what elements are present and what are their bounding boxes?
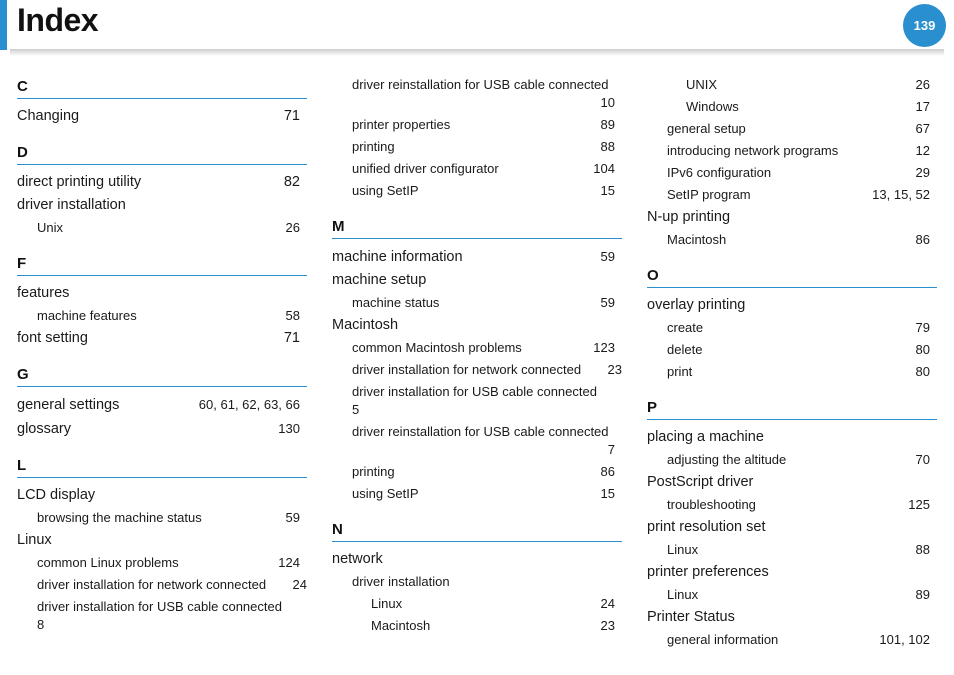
page-ref[interactable]: 12	[915, 143, 930, 158]
section-m	[332, 214, 622, 505]
index-subentry[interactable]	[647, 140, 937, 162]
entry-label: network	[332, 551, 383, 567]
index-column-2	[332, 74, 622, 637]
page-ref[interactable]: 58	[285, 308, 300, 323]
header-divider	[10, 49, 944, 56]
entry-label: driver reinstallation for USB cable connected	[352, 424, 609, 439]
page-ref[interactable]: 29	[915, 165, 930, 180]
entry-label: Linux	[667, 542, 699, 557]
page-ref[interactable]: 70	[915, 452, 930, 467]
page-ref[interactable]: 80	[915, 364, 930, 379]
index-subentry[interactable]	[647, 339, 937, 361]
entry-label: N-up printing	[647, 209, 731, 225]
index-subentry[interactable]	[647, 118, 937, 140]
index-subsubentry[interactable]	[332, 593, 622, 615]
entry-label: create	[667, 320, 704, 335]
accent-bar	[0, 0, 7, 50]
page-ref[interactable]: 24	[600, 596, 615, 611]
index-subsubentry[interactable]	[647, 74, 937, 96]
index-subentry[interactable]	[17, 552, 307, 574]
page-ref[interactable]: 67	[915, 121, 930, 136]
index-entry[interactable]	[17, 105, 307, 128]
index-subentry[interactable]	[647, 162, 937, 184]
index-entry	[647, 516, 937, 539]
index-entry	[647, 471, 937, 494]
index-subentry[interactable]	[17, 305, 307, 327]
entry-label: machine setup	[332, 272, 427, 288]
entry-label: Unix	[37, 220, 64, 235]
index-subentry[interactable]	[332, 359, 622, 381]
index-subentry[interactable]	[332, 180, 622, 202]
page-ref[interactable]: 71	[283, 330, 300, 346]
index-subentry[interactable]	[332, 381, 622, 421]
page-ref[interactable]: 130	[278, 421, 300, 436]
entry-label: font setting	[17, 330, 88, 346]
section-letter: L	[17, 453, 307, 478]
section-letter: C	[17, 74, 307, 99]
index-subentry[interactable]	[332, 421, 622, 461]
entry-label: general setup	[667, 121, 746, 136]
index-subentry[interactable]	[647, 317, 937, 339]
page-ref[interactable]: 26	[285, 220, 300, 235]
page-ref[interactable]: 13, 15, 52	[872, 187, 930, 202]
entry-label: overlay printing	[647, 297, 746, 313]
index-entry	[17, 194, 307, 217]
index-subentry[interactable]	[647, 494, 937, 516]
entry-label: driver installation for network connected	[37, 577, 267, 592]
page-ref[interactable]: 123	[593, 340, 615, 355]
section-continued	[332, 74, 622, 202]
entry-label: machine status	[352, 295, 440, 310]
index-subentry[interactable]	[332, 292, 622, 314]
index-subentry[interactable]	[647, 184, 937, 206]
page-ref[interactable]: 71	[283, 108, 300, 124]
entry-label: features	[17, 285, 70, 301]
page-ref[interactable]: 124	[278, 555, 300, 570]
index-entry	[332, 314, 622, 337]
page-ref[interactable]: 59	[600, 249, 615, 264]
index-subentry[interactable]	[647, 361, 937, 383]
entry-label: adjusting the altitude	[667, 452, 787, 467]
page-ref[interactable]: 89	[600, 117, 615, 132]
index-entry	[17, 529, 307, 552]
section-l	[17, 453, 307, 636]
entry-label: SetIP program	[667, 187, 751, 202]
entry-label: Linux	[667, 587, 699, 602]
index-entry	[647, 206, 937, 229]
entry-label: browsing the machine status	[37, 510, 202, 525]
section-d	[17, 140, 307, 239]
page-ref[interactable]: 86	[600, 464, 615, 479]
entry-label: general settings	[17, 397, 120, 413]
page-ref[interactable]: 24	[292, 577, 307, 592]
page-ref[interactable]: 104	[593, 161, 615, 176]
entry-label: using SetIP	[352, 486, 419, 501]
section-letter: G	[17, 362, 307, 387]
entry-label: Macintosh	[371, 618, 431, 633]
index-entry	[17, 282, 307, 305]
index-entry	[332, 269, 622, 292]
page-ref[interactable]: 88	[600, 139, 615, 154]
index-entry	[332, 548, 622, 571]
entry-label: common Linux problems	[37, 555, 179, 570]
page-number-badge: 139	[903, 4, 946, 47]
index-subentry[interactable]	[647, 629, 937, 651]
entry-label: print	[667, 364, 693, 379]
section-o	[647, 263, 937, 383]
entry-label: PostScript driver	[647, 474, 754, 490]
section-letter: D	[17, 140, 307, 165]
index-subentry[interactable]	[647, 539, 937, 561]
page-ref[interactable]: 80	[915, 342, 930, 357]
index-column-3	[647, 74, 937, 651]
index-entry[interactable]	[17, 327, 307, 350]
page-ref[interactable]: 23	[600, 618, 615, 633]
index-entry	[647, 561, 937, 584]
entry-label: placing a machine	[647, 429, 764, 445]
page-title: Index	[17, 2, 99, 38]
entry-label: unified driver configurator	[352, 161, 499, 176]
page-ref[interactable]: 101, 102	[879, 632, 930, 647]
entry-label: general information	[667, 632, 779, 647]
page-ref[interactable]: 7	[607, 442, 615, 457]
index-subentry[interactable]	[17, 574, 307, 596]
entry-label: glossary	[17, 421, 71, 437]
entry-label: using SetIP	[352, 183, 419, 198]
entry-label: LCD display	[17, 487, 96, 503]
page-ref[interactable]: 5	[352, 402, 360, 417]
index-subentry	[332, 571, 622, 593]
index-subentry[interactable]	[647, 449, 937, 471]
entry-label: printer properties	[352, 117, 451, 132]
index-subentry[interactable]	[332, 483, 622, 505]
index-entry[interactable]	[17, 171, 307, 194]
entry-label: driver installation	[17, 197, 126, 213]
index-entry[interactable]	[17, 393, 307, 417]
index-subentry[interactable]	[332, 461, 622, 483]
section-c	[17, 74, 307, 128]
index-subentry[interactable]	[647, 584, 937, 606]
section-letter: O	[647, 263, 937, 288]
section-letter: F	[17, 251, 307, 276]
entry-label: introducing network programs	[667, 143, 839, 158]
index-subentry[interactable]	[332, 136, 622, 158]
section-letter: P	[647, 395, 937, 420]
page-ref[interactable]: 23	[607, 362, 622, 377]
section-letter: M	[332, 214, 622, 239]
index-subentry[interactable]	[17, 217, 307, 239]
entry-label: driver installation	[352, 574, 450, 589]
section-continued	[647, 74, 937, 251]
index-subentry[interactable]	[332, 337, 622, 359]
index-entry[interactable]	[332, 245, 622, 269]
section-f	[17, 251, 307, 350]
entry-label: Windows	[686, 99, 739, 114]
page-ref[interactable]: 89	[915, 587, 930, 602]
entry-label: driver reinstallation for USB cable connected	[352, 77, 609, 92]
index-subsubentry[interactable]	[647, 96, 937, 118]
entry-label: Printer Status	[647, 609, 735, 625]
page-ref[interactable]: 79	[915, 320, 930, 335]
index-entry	[647, 426, 937, 449]
section-g	[17, 362, 307, 441]
index-subentry[interactable]	[17, 596, 307, 636]
index-entry[interactable]	[17, 417, 307, 441]
entry-label: driver installation for network connected	[352, 362, 582, 377]
page-ref[interactable]: 17	[915, 99, 930, 114]
page-ref[interactable]: 15	[600, 486, 615, 501]
page-ref[interactable]: 60, 61, 62, 63, 66	[198, 397, 300, 412]
index-entry	[647, 606, 937, 629]
entry-label: Linux	[17, 532, 52, 548]
entry-label: troubleshooting	[667, 497, 756, 512]
entry-label: Linux	[371, 596, 403, 611]
section-letter: N	[332, 517, 622, 542]
entry-label: driver installation for USB cable connected	[37, 599, 282, 614]
entry-label: UNIX	[686, 77, 718, 92]
section-n	[332, 517, 622, 637]
entry-label: direct printing utility	[17, 174, 142, 190]
index-entry	[647, 294, 937, 317]
page-ref[interactable]: 88	[915, 542, 930, 557]
entry-label: printing	[352, 139, 395, 154]
index-subentry[interactable]	[332, 158, 622, 180]
entry-label: Changing	[17, 108, 80, 124]
index-entry	[17, 484, 307, 507]
page-ref[interactable]: 59	[600, 295, 615, 310]
index-subentry[interactable]	[332, 74, 622, 114]
page-ref[interactable]: 10	[600, 95, 615, 110]
page-ref[interactable]: 8	[37, 617, 45, 632]
entry-label: Macintosh	[332, 317, 399, 333]
section-p	[647, 395, 937, 651]
index-subsubentry[interactable]	[332, 615, 622, 637]
page-ref[interactable]: 26	[915, 77, 930, 92]
entry-label: driver installation for USB cable connected	[352, 384, 597, 399]
entry-label: print resolution set	[647, 519, 766, 535]
entry-label: Macintosh	[667, 232, 727, 247]
index-column-1	[17, 74, 307, 636]
entry-label: printer preferences	[647, 564, 769, 580]
entry-label: printing	[352, 464, 395, 479]
page-ref[interactable]: 15	[600, 183, 615, 198]
page-ref[interactable]: 59	[285, 510, 300, 525]
entry-label: machine information	[332, 249, 463, 265]
entry-label: machine features	[37, 308, 137, 323]
index-subentry[interactable]	[17, 507, 307, 529]
entry-label: common Macintosh problems	[352, 340, 522, 355]
entry-label: delete	[667, 342, 703, 357]
page-ref[interactable]: 125	[908, 497, 930, 512]
index-subentry[interactable]	[647, 229, 937, 251]
page-ref[interactable]: 86	[915, 232, 930, 247]
index-subentry[interactable]	[332, 114, 622, 136]
page-ref[interactable]: 82	[283, 174, 300, 190]
entry-label: IPv6 configuration	[667, 165, 772, 180]
